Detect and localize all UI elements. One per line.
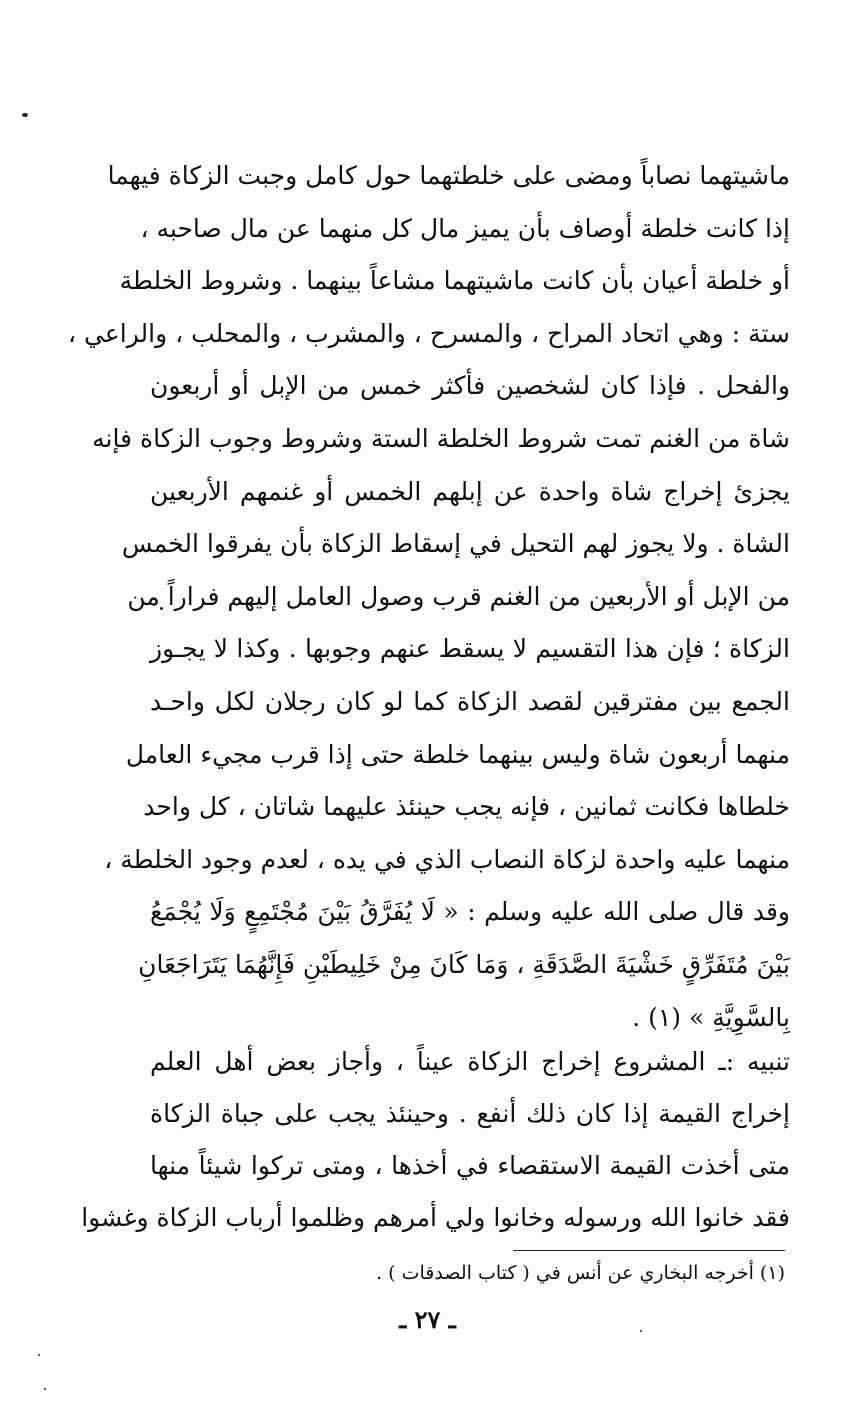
footnote: (١) أخرجه البخاري عن أنس في ( كتاب الصدقات ) . xyxy=(376,1262,785,1284)
text-line: إخراج القيمة إذا كان ذلك أنفع . وحينئذ يجب على جباة الزكاة xyxy=(150,1099,790,1128)
note-paragraph xyxy=(81,1036,790,1244)
scan-speck xyxy=(22,113,28,117)
text-line: ستة : وهي اتحاد المراح ، والمسرح ، والمشرب ، والمحلب ، والراعي ، xyxy=(68,318,790,348)
text-line: الجمع بين مفترقين لقصد الزكاة كما لو كان رجلان لكل واحـد xyxy=(150,686,790,716)
text-line: منهما عليه واحدة لزكاة النصاب الذي في يده ، لعدم وجود الخلطة ، xyxy=(104,844,790,874)
text-line: شاة من الغنم تمت شروط الخلطة الستة وشروط وجوب الزكاة فإنه xyxy=(92,423,790,453)
hadith-line-end: بِالسَّوِيَّةِ » (١) . xyxy=(632,1002,790,1032)
text-line: الشاة . ولا يجوز لهم التحيل في إسقاط الزكاة بأن يفرقوا الخمس xyxy=(121,529,790,559)
text-line: أو خلطة أعيان بأن كانت ماشيتهما مشاعاً بينهما . وشروط الخلطة xyxy=(119,266,790,296)
main-paragraph xyxy=(68,150,790,1044)
text-line: متى أخذت القيمة الاستقصاء في أخذها ، ومتى تركوا شيئاً منها xyxy=(150,1151,790,1180)
text-line: فقد خانوا الله ورسوله وخانوا ولي أمرهم وظلموا أرباب الزكاة وغشوا xyxy=(81,1203,790,1232)
text-line: منهما أربعون شاة وليس بينهما خلطة حتى إذا قرب مجيء العامل xyxy=(125,739,790,769)
text-line: خلطاها فكانت ثمانين ، فإنه يجب حينئذ عليهما شاتان ، كل واحد xyxy=(143,792,790,822)
hadith-line: بَيْنَ مُتَفَرِّقٍ خَشْيَةَ الصَّدَقَةِ ، وَمَا كَانَ مِنْ خَلِيطَيْنِ فَإِنَّهُمَا يَتَرَاجَعَانِ xyxy=(138,949,790,979)
text-line: الزكاة ؛ فإن هذا التقسيم لا يسقط عنهم وجوبها . وكذا لا يجـوز xyxy=(150,634,790,664)
scan-speck xyxy=(44,1388,46,1390)
page-number: ـ ٢٧ ـ xyxy=(399,1305,456,1334)
scan-speck xyxy=(38,1354,40,1356)
text-line: تنبيه :ـ المشروع إخراج الزكاة عيناً ، وأجاز بعض أهل العلم xyxy=(150,1047,790,1076)
footnote-divider xyxy=(513,1250,785,1251)
hadith-line: وقد قال صلى الله عليه وسلم : « لَا يُفَرَّقُ بَيْنَ مُجْتَمِعٍ وَلَا يُجْمَعُ xyxy=(150,897,790,927)
text-line: يجزئ إخراج شاة واحدة عن إبلهم الخمس أو غنمهم الأربعين xyxy=(150,476,790,506)
text-line: إذا كانت خلطة أوصاف بأن يميز مال كل منهما عن مال صاحبه ، xyxy=(140,213,790,243)
text-line: والفحل . فإذا كان لشخصين فأكثر خمس من الإبل أو أربعون xyxy=(150,371,790,401)
text-line: من الإبل أو الأربعين من الغنم قرب وصول العامل إليهم فراراً من xyxy=(127,581,790,611)
text-line: ماشيتهما نصاباً ومضى على خلطتهما حول كامل وجبت الزكاة فيهما xyxy=(107,161,790,190)
